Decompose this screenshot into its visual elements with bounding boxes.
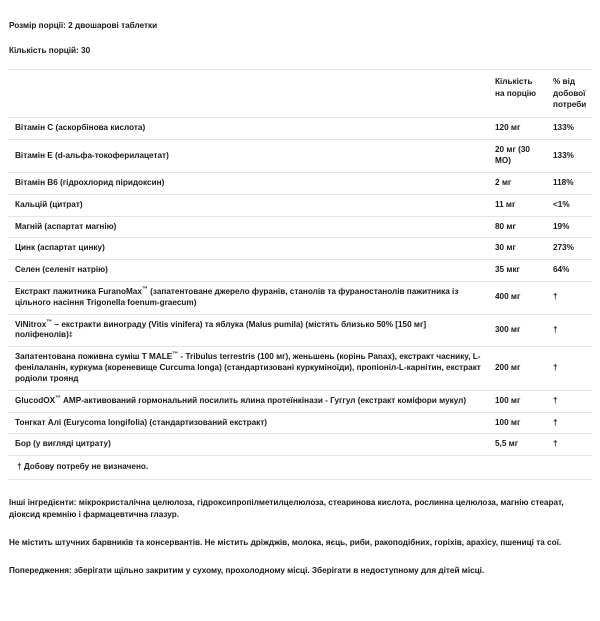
ingredient-daily-value: † (546, 347, 592, 390)
trademark-mark: ™ (55, 395, 62, 402)
ingredient-daily-value: 19% (546, 216, 592, 238)
ingredient-name: Екстракт пажитника FuranoMax™ (запатентоване джерело фуранів, станолів та фураностанолів пажитника із цільного насіння Trigonella foenum-graecum) (8, 281, 488, 314)
ingredient-amount: 11 мг (488, 194, 546, 216)
ingredient-amount: 400 мг (488, 281, 546, 314)
ingredient-amount: 300 мг (488, 314, 546, 347)
ingredient-amount: 20 мг (30 МО) (488, 140, 546, 173)
other-ingredients-text: Інші інгредієнти: мікрокристалічна целюлоза, гідроксипропілметилцелюлоза, стеаринова кислота, рослинна целюлоза, магнію стеарат, діоксид кремнію і фармацевтична глазур. (9, 498, 564, 519)
double-dagger-mark: ‡ (68, 332, 73, 340)
servings-per-container-text: Кількість порцій: 30 (9, 45, 91, 55)
table-footer (8, 456, 592, 480)
ingredient-daily-value: 118% (546, 172, 592, 194)
ingredient-name: GlucodOX™ AMP-активований гормональний посилить ялина протеїнкінази - Гуггул (екстракт коміфори мукул) (8, 390, 488, 412)
ingredient-daily-value: † (546, 314, 592, 347)
ingredient-amount: 120 мг (488, 118, 546, 140)
ingredient-daily-value: † (546, 412, 592, 434)
ingredient-amount: 100 мг (488, 390, 546, 412)
table-row (8, 140, 592, 173)
ingredient-name: Цинк (аспартат цинку) (8, 238, 488, 260)
table-row (8, 172, 592, 194)
ingredient-name: Вітамін B6 (гідрохлорид піридоксин) (8, 172, 488, 194)
ingredient-name: Магній (аспартат магнію) (8, 216, 488, 238)
ingredient-name: Тонгкат Алі (Eurycoma longifolia) (стандартизований екстракт) (8, 412, 488, 434)
ingredient-daily-value: † (546, 434, 592, 456)
ingredient-daily-value: † (546, 281, 592, 314)
trademark-mark: ™ (46, 318, 53, 325)
ingredient-amount: 5,5 мг (488, 434, 546, 456)
table-row (8, 412, 592, 434)
supplement-facts-panel (0, 21, 600, 577)
serving-size-text: Розмір порції: 2 двошарові таблетки (9, 21, 158, 30)
table-row (8, 238, 592, 260)
daily-value-footnote-text: † Добову потребу не визначено. (8, 456, 592, 480)
trademark-mark: ™ (172, 351, 179, 358)
ingredient-amount: 2 мг (488, 172, 546, 194)
ingredient-name: Вітамін E (d-альфа-токоферилацетат) (8, 140, 488, 173)
trademark-mark: ™ (141, 286, 148, 293)
column-header-name (8, 69, 488, 118)
table-row (8, 390, 592, 412)
ingredient-daily-value: 133% (546, 140, 592, 173)
ingredient-name: Кальцій (цитрат) (8, 194, 488, 216)
table-row (8, 260, 592, 282)
ingredient-amount: 100 мг (488, 412, 546, 434)
free-from-allergens-text: Не містить штучних барвників та консервантів. Не містить дріжджів, молока, яєць, риби, ракоподібних, горіхів, арахісу, пшениці та сої. (9, 537, 562, 547)
ingredient-name: Селен (селеніт натрію) (8, 260, 488, 282)
table-row (8, 434, 592, 456)
ingredient-name: Запатентована поживна суміш T MALE™ - Tribulus terrestris (100 мг), женьшень (корінь Panax), екстракт часнику, L-фенілаланін, куркума (кореневище Curcuma longa) (стандартизовані куркуміноїди), пропіоніл-L-карнітин, екстракт родіоли троянд (8, 347, 488, 390)
table-row (8, 216, 592, 238)
ingredient-daily-value: <1% (546, 194, 592, 216)
ingredient-amount: 80 мг (488, 216, 546, 238)
table-header (8, 69, 592, 118)
supplement-facts-table (8, 69, 592, 480)
warning-text: Попередження: зберігати щільно закритим у сухому, прохолодному місці. Зберігати в недоступному для дітей місці. (9, 565, 485, 575)
ingredient-name: ViNitrox™ – екстракти винограду (Vitis vinifera) та яблука (Malus pumila) (містять близько 50% [150 мг] поліфенолів)‡ (8, 314, 488, 347)
column-header-amount-per-serving: Кількість на порцію (488, 69, 546, 118)
table-body (8, 118, 592, 456)
column-header-percent-daily-value: % від добової потреби (546, 69, 592, 118)
ingredient-daily-value: 133% (546, 118, 592, 140)
ingredient-name: Вітамін C (аскорбінова кислота) (8, 118, 488, 140)
ingredient-daily-value: † (546, 390, 592, 412)
ingredient-amount: 200 мг (488, 347, 546, 390)
table-row (8, 118, 592, 140)
table-row (8, 314, 592, 347)
notes-section (8, 497, 593, 577)
table-row (8, 194, 592, 216)
ingredient-daily-value: 273% (546, 238, 592, 260)
table-row (8, 347, 592, 390)
table-row (8, 281, 592, 314)
ingredient-amount: 30 мг (488, 238, 546, 260)
ingredient-name: Бор (у вигляді цитрату) (8, 434, 488, 456)
daily-value-footnote-row (8, 456, 592, 480)
ingredient-daily-value: 64% (546, 260, 592, 282)
ingredient-amount: 35 мкг (488, 260, 546, 282)
table-header-row (8, 69, 592, 118)
